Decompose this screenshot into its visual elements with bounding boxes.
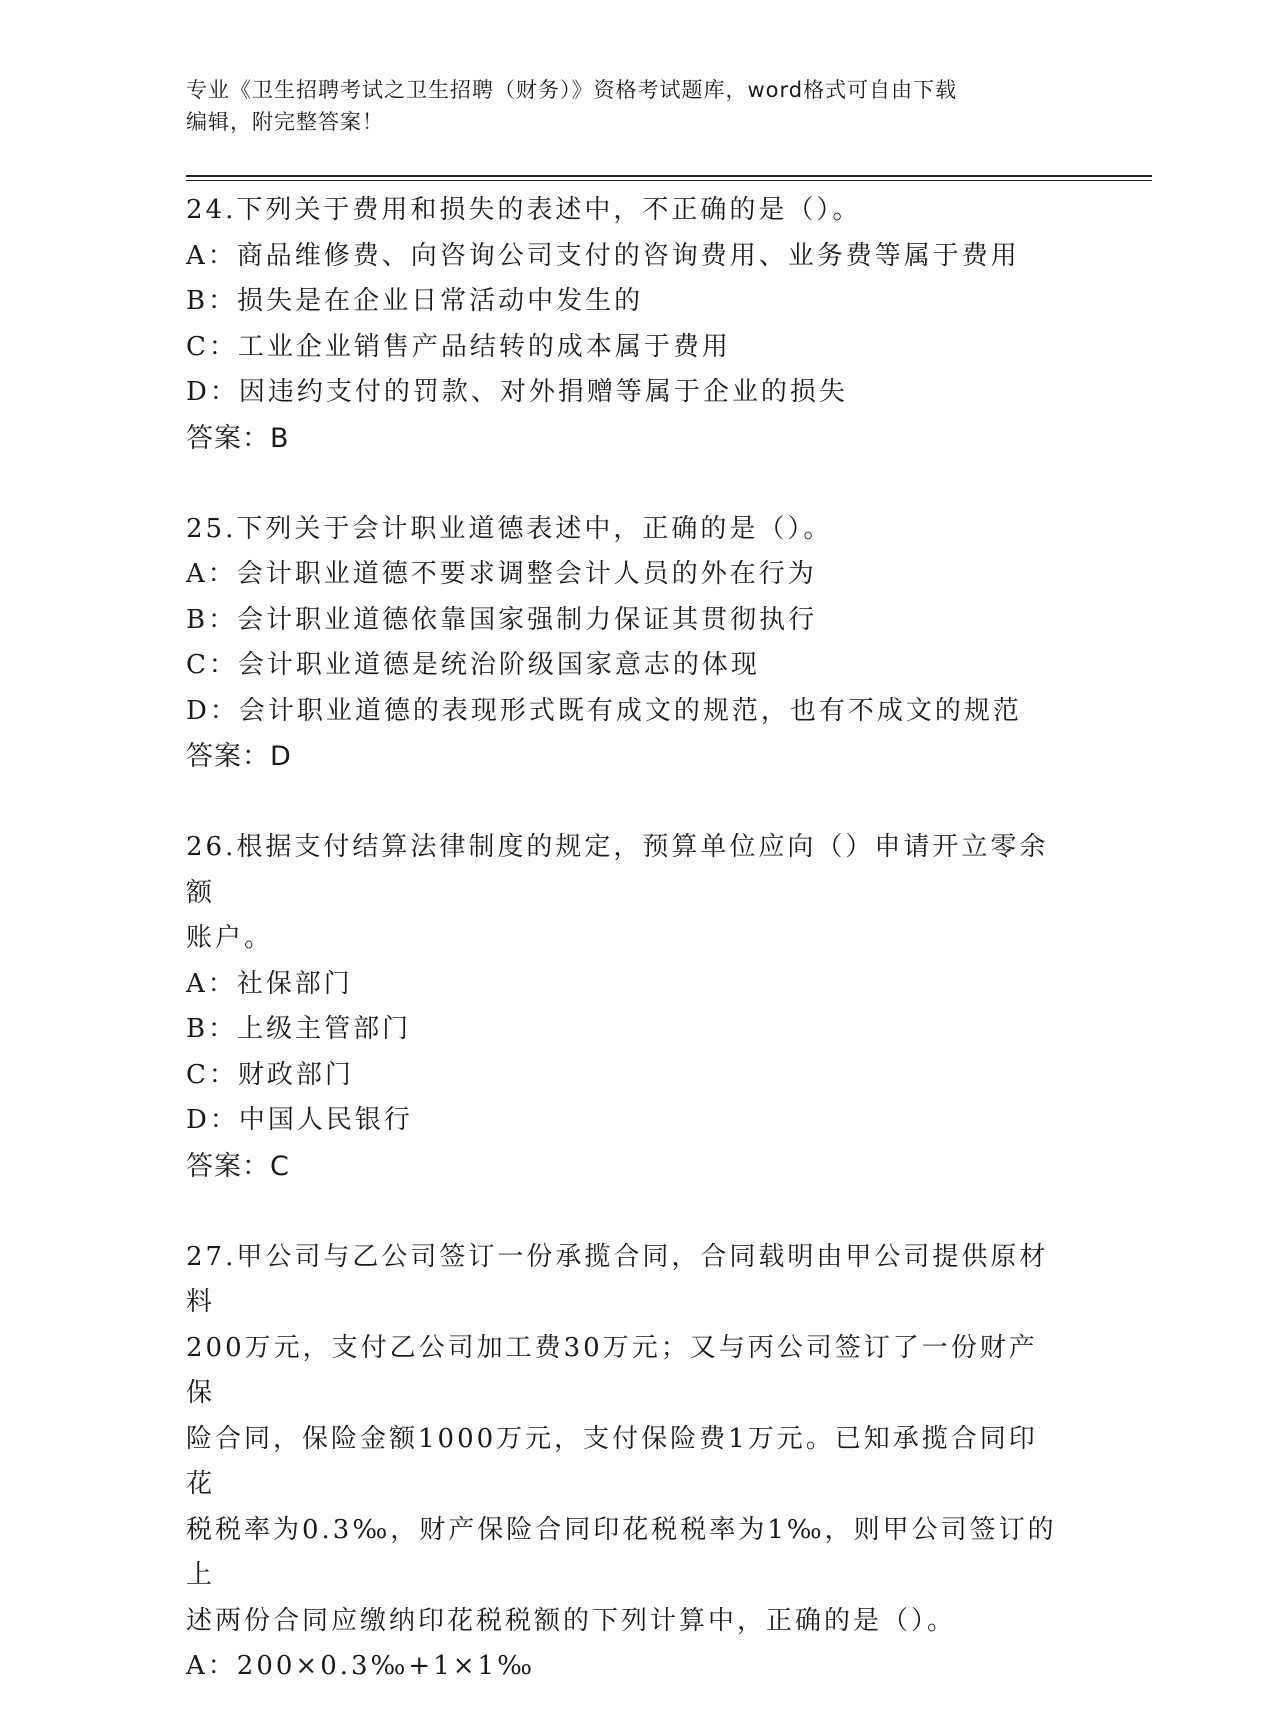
option-a: A：200×0.3‰+1×1‰	[186, 1651, 535, 1681]
question-stem-line-3: 险合同，保险金额1000万元，支付保险费1万元。已知承揽合同印花	[186, 1423, 1038, 1499]
question-stem: 25.下列关于会计职业道德表述中，正确的是（）。	[186, 513, 833, 544]
option-a: A：社保部门	[186, 968, 353, 999]
option-c: C：工业企业销售产品结转的成本属于费用	[186, 331, 731, 362]
question-stem-line-2: 账户。	[186, 923, 274, 953]
answer-label: 答案：D	[186, 741, 292, 772]
option-b: B：会计职业道德依靠国家强制力保证其贯彻执行	[186, 604, 818, 635]
question-25	[186, 507, 1066, 780]
question-stem-line-5: 述两份合同应缴纳印花税税额的下列计算中，正确的是（）。	[186, 1605, 957, 1636]
option-a: A：会计职业道德不要求调整会计人员的外在行为	[186, 559, 817, 589]
option-c: C：财政部门	[186, 1059, 354, 1090]
option-b: B：上级主管部门	[186, 1014, 412, 1044]
option-a: A：商品维修费、向咨询公司支付的咨询费用、业务费等属于费用	[186, 240, 1020, 271]
question-stem-line-1: 27.甲公司与乙公司签订一份承揽合同，合同载明由甲公司提供原材料	[186, 1241, 1049, 1317]
document-header	[186, 74, 1066, 138]
question-27	[186, 1235, 1066, 1690]
question-list	[186, 188, 1066, 1736]
question-stem-line-1: 26.根据支付结算法律制度的规定，预算单位应向（）申请开立零余额	[186, 832, 1049, 908]
header-divider	[186, 175, 1152, 181]
option-d: D：中国人民银行	[186, 1105, 413, 1135]
header-line-2: 编辑，附完整答案！	[186, 110, 384, 134]
question-stem: 24.下列关于费用和损失的表述中，不正确的是（）。	[186, 195, 862, 225]
question-stem-line-2: 200万元，支付乙公司加工费30万元；又与丙公司签订了一份财产保	[186, 1332, 1038, 1408]
header-line-1: 专业《卫生招聘考试之卫生招聘（财务）》资格考试题库，word格式可自由下载	[186, 78, 958, 102]
question-26	[186, 825, 1066, 1189]
question-stem-line-4: 税税率为0.3‰，财产保险合同印花税税率为1‰，则甲公司签订的上	[186, 1514, 1057, 1590]
option-c: C：会计职业道德是统治阶级国家意志的体现	[186, 650, 760, 680]
option-d: D：会计职业道德的表现形式既有成文的规范，也有不成文的规范	[186, 695, 1022, 726]
question-24	[186, 188, 1066, 461]
document-page	[186, 0, 1152, 1681]
answer-label: 答案：C	[186, 1150, 290, 1182]
option-d: D：因违约支付的罚款、对外捐赠等属于企业的损失	[186, 377, 848, 407]
option-b: B：损失是在企业日常活动中发生的	[186, 286, 644, 316]
answer-label: 答案：B	[186, 422, 290, 454]
